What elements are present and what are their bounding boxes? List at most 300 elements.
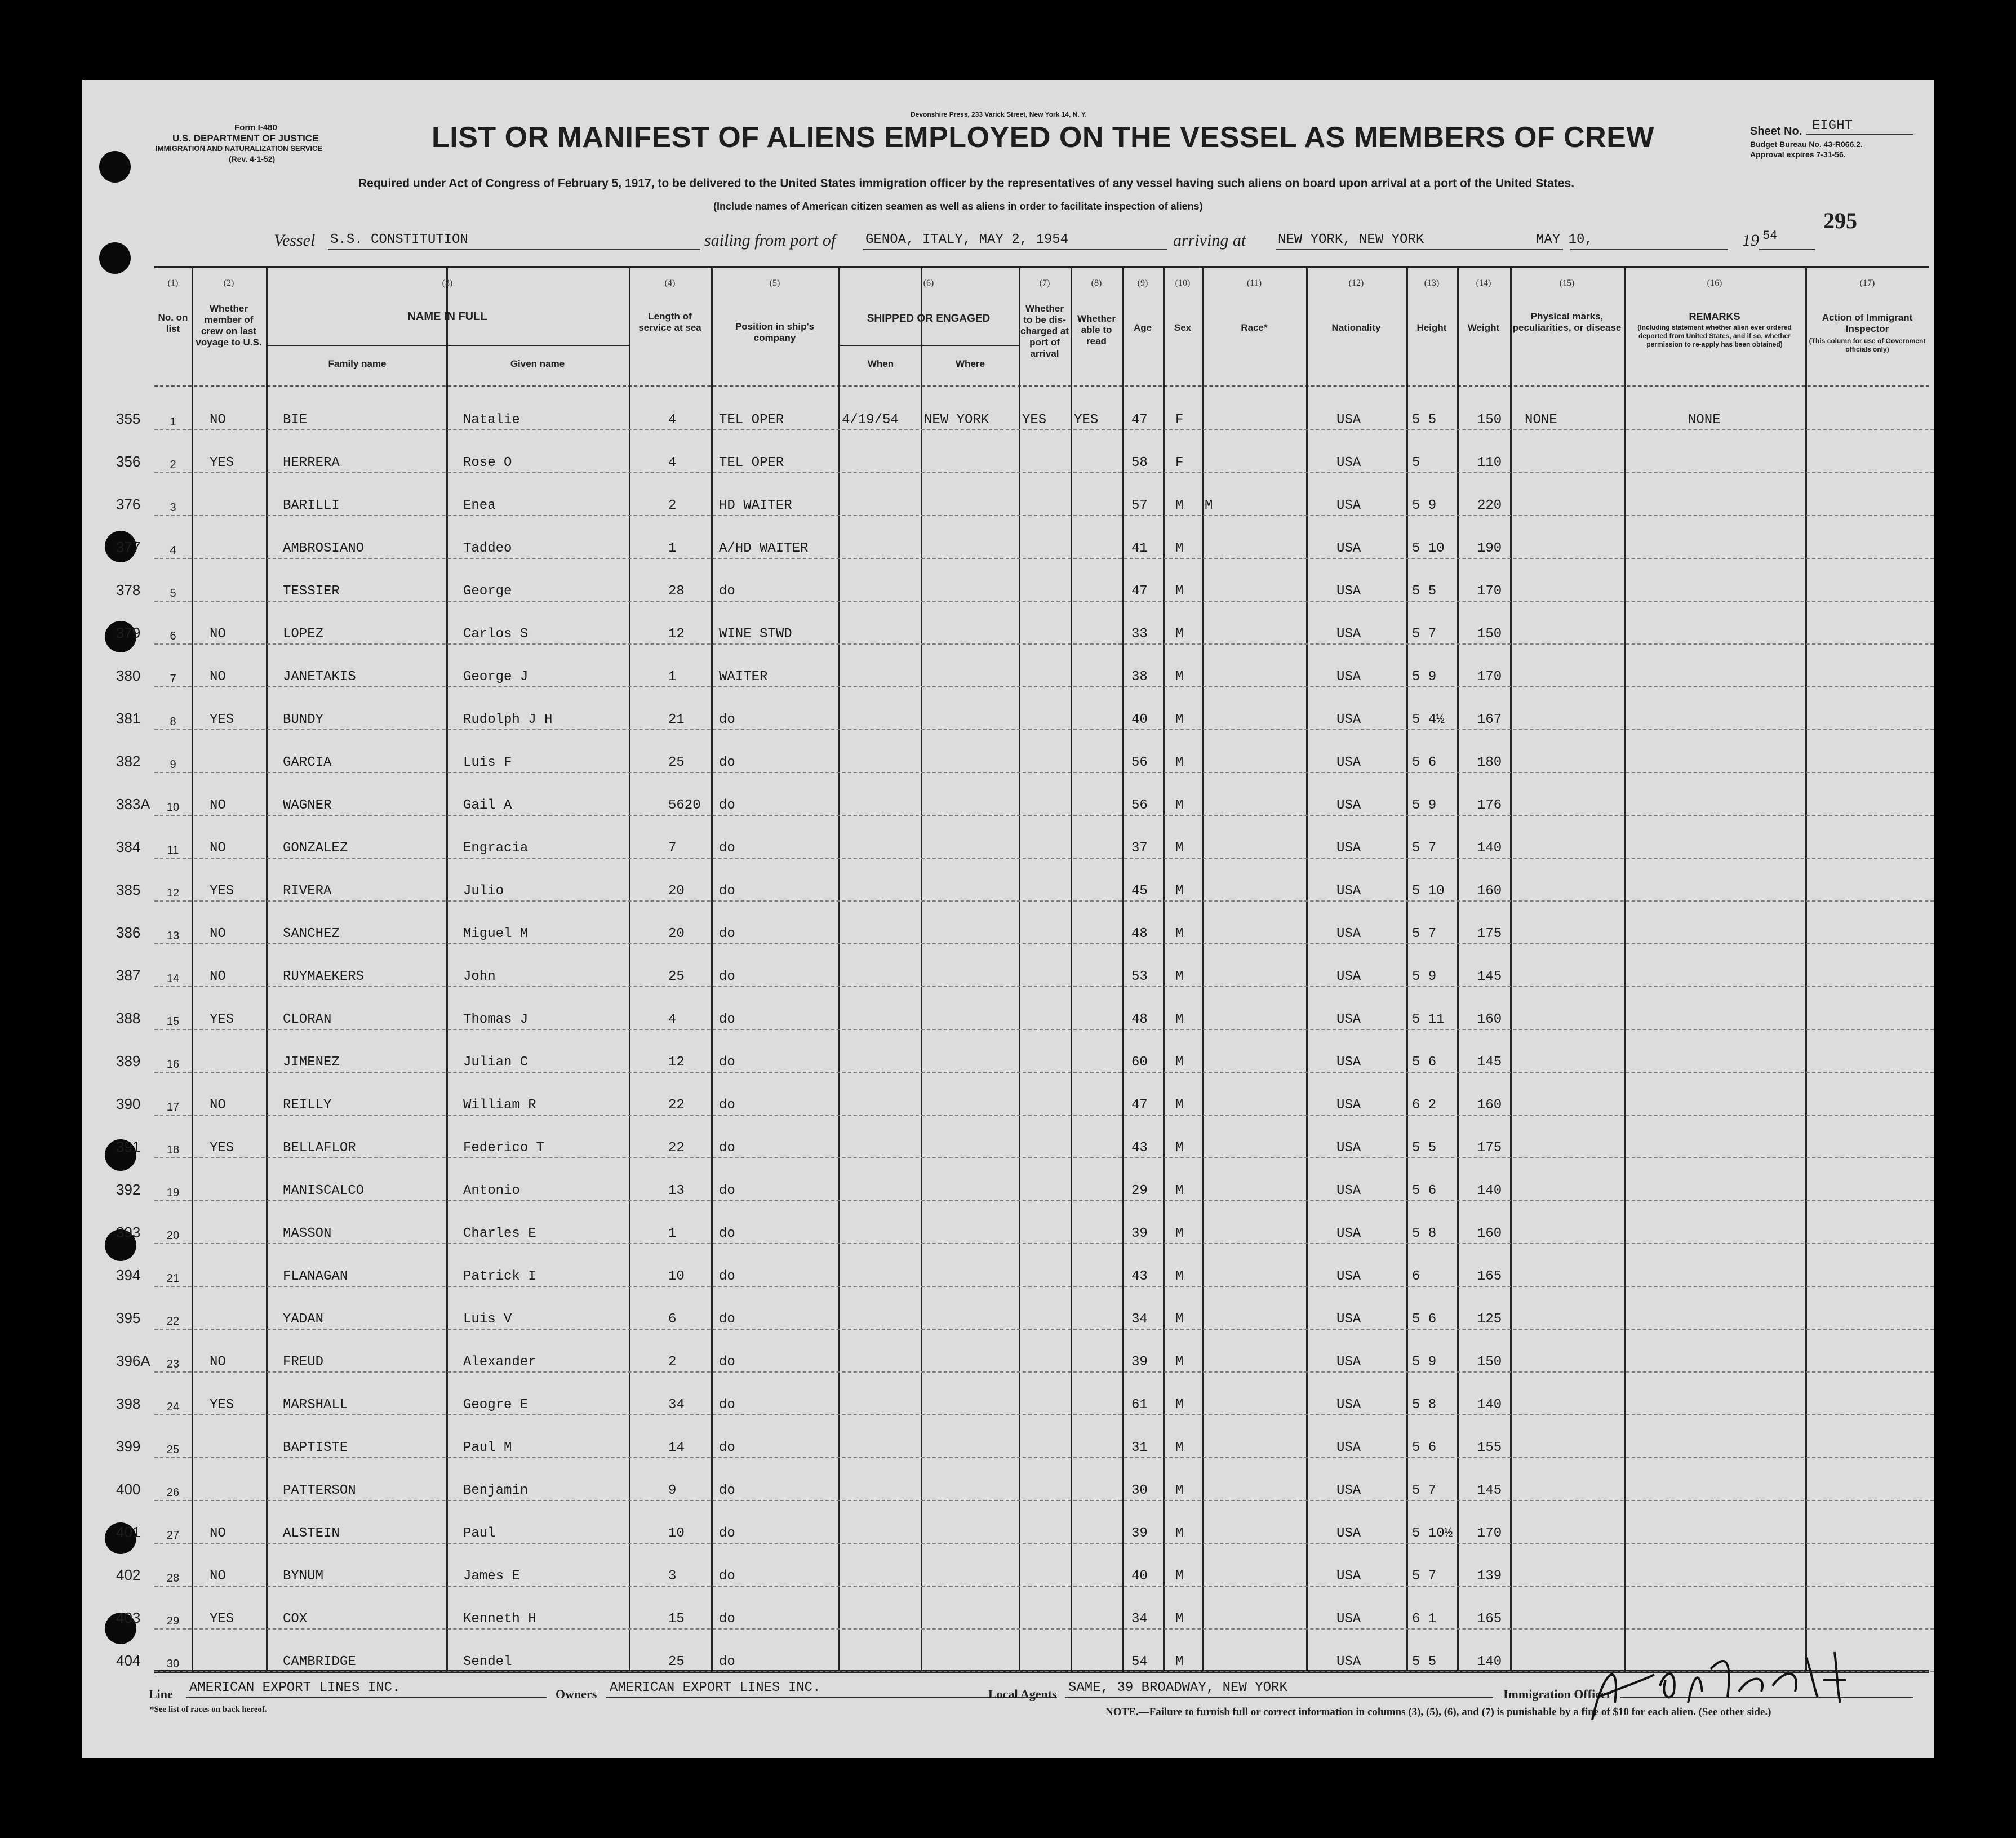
given-name: Luis V (463, 1312, 512, 1327)
given-name: John (463, 969, 496, 984)
table-row (82, 393, 1934, 436)
position: WAITER (719, 669, 768, 685)
age: 54 (1131, 1654, 1148, 1670)
sex: M (1175, 541, 1184, 556)
table-row (82, 1078, 1934, 1121)
nationality: USA (1336, 755, 1361, 770)
height: 6 2 (1412, 1098, 1437, 1113)
nationality: USA (1336, 1526, 1361, 1541)
local-agents: SAME, 39 BROADWAY, NEW YORK (1068, 1680, 1287, 1695)
sex: M (1175, 1440, 1184, 1455)
previous-voyage: YES (210, 455, 234, 470)
sex: M (1175, 1226, 1184, 1241)
col-header-no-on-list: No. on list (158, 312, 188, 334)
nationality: USA (1336, 541, 1361, 556)
col-header-remarks: REMARKS (1689, 311, 1740, 322)
row-divider (154, 943, 1934, 944)
age: 43 (1131, 1140, 1148, 1156)
position: TEL OPER (719, 455, 784, 470)
nationality: USA (1336, 1312, 1361, 1327)
service-length: 4 (668, 455, 677, 470)
table-row (82, 1293, 1934, 1335)
age: 57 (1131, 498, 1148, 513)
original-list-number: 356 (116, 453, 141, 470)
age: 45 (1131, 884, 1148, 899)
given-name: Julian C (463, 1055, 529, 1070)
weight: 167 (1477, 712, 1502, 727)
sex: M (1175, 1055, 1184, 1070)
sex: M (1175, 627, 1184, 642)
sex: M (1175, 1098, 1184, 1113)
row-divider (154, 1072, 1934, 1073)
position: do (719, 1055, 735, 1070)
given-name: Patrick I (463, 1269, 536, 1284)
service-length: 13 (668, 1183, 685, 1198)
original-list-number: 382 (116, 753, 141, 770)
previous-voyage: YES (210, 1611, 234, 1627)
family-name: PATTERSON (283, 1483, 356, 1498)
service-length: 9 (668, 1483, 677, 1498)
family-name: LOPEZ (283, 627, 324, 642)
nationality: USA (1336, 1397, 1361, 1413)
nationality: USA (1336, 455, 1361, 470)
service-length: 2 (668, 1355, 677, 1370)
position: WINE STWD (719, 627, 792, 642)
given-name: Kenneth H (463, 1611, 536, 1627)
list-number: 2 (170, 459, 176, 471)
list-number: 6 (170, 630, 176, 642)
original-list-number: 386 (116, 924, 141, 941)
given-name: Paul M (463, 1440, 512, 1455)
height: 5 7 (1412, 1483, 1437, 1498)
original-list-number: 355 (116, 410, 141, 427)
position: do (719, 1183, 735, 1198)
weight: 176 (1477, 798, 1502, 813)
previous-voyage: NO (210, 1355, 226, 1370)
nationality: USA (1336, 669, 1361, 685)
previous-voyage: YES (210, 1012, 234, 1027)
position: do (719, 1355, 735, 1370)
family-name: MASSON (283, 1226, 332, 1241)
family-name: MANISCALCO (283, 1183, 365, 1198)
list-number: 30 (166, 1658, 180, 1670)
sex: M (1175, 669, 1184, 685)
age: 39 (1131, 1226, 1148, 1241)
list-number: 18 (166, 1144, 180, 1156)
col-header-read: Whether able to read (1077, 313, 1116, 347)
position: do (719, 841, 735, 856)
height: 5 5 (1412, 1140, 1437, 1156)
col-num: (5) (769, 278, 780, 288)
budget-bureau: Budget Bureau No. 43-R066.2. (1750, 140, 1863, 149)
nationality: USA (1336, 498, 1361, 513)
arriving-label: arriving at (1173, 231, 1246, 250)
service-length: 21 (668, 712, 685, 727)
nationality: USA (1336, 412, 1361, 428)
family-name: BAPTISTE (283, 1440, 348, 1455)
service-length: 15 (668, 1611, 685, 1627)
able-to-read: YES (1074, 412, 1099, 428)
original-list-number: 390 (116, 1095, 141, 1112)
nationality: USA (1336, 1140, 1361, 1156)
punch-hole (99, 151, 131, 183)
sex: F (1175, 412, 1184, 428)
printer-line: Devonshire Press, 233 Varick Street, New York 14, N. Y. (911, 110, 1087, 118)
age: 34 (1131, 1611, 1148, 1627)
service-length: 12 (668, 627, 685, 642)
row-divider (154, 686, 1934, 687)
col-header-height: Height (1416, 322, 1447, 333)
nationality: USA (1336, 841, 1361, 856)
table-row (82, 1121, 1934, 1164)
col-header-prev-voyage: Whether member of crew on last voyage to U.S. (196, 303, 262, 348)
weight: 140 (1477, 1654, 1502, 1670)
row-divider (154, 1371, 1934, 1373)
list-number: 23 (166, 1358, 180, 1370)
age: 61 (1131, 1397, 1148, 1413)
row-divider (154, 815, 1934, 816)
height: 5 8 (1412, 1397, 1437, 1413)
table-row (82, 693, 1934, 736)
year-suffix: 54 (1762, 229, 1778, 243)
list-number: 8 (170, 716, 176, 728)
position: do (719, 1654, 735, 1670)
sex: M (1175, 884, 1184, 899)
list-number: 16 (166, 1058, 180, 1071)
original-list-number: 398 (116, 1395, 141, 1412)
sex: M (1175, 1355, 1184, 1370)
height: 5 4½ (1412, 712, 1445, 727)
nationality: USA (1336, 1098, 1361, 1113)
age: 53 (1131, 969, 1148, 984)
col-header-given: Given name (510, 358, 565, 369)
given-name: Charles E (463, 1226, 536, 1241)
service-length: 22 (668, 1098, 685, 1113)
age: 39 (1131, 1355, 1148, 1370)
age: 48 (1131, 1012, 1148, 1027)
sex: M (1175, 798, 1184, 813)
row-divider (154, 643, 1934, 645)
previous-voyage: NO (210, 412, 226, 428)
service-length: 28 (668, 584, 685, 599)
col-num: (9) (1137, 278, 1148, 288)
age: 47 (1131, 412, 1148, 428)
list-number: 3 (170, 501, 176, 514)
original-list-number: 401 (116, 1524, 141, 1540)
family-name: COX (283, 1611, 308, 1627)
col-header-remarks-note: (Including statement whether alien ever ordered deported from United States, and if so, whether permission to re-apply has been obtained) (1637, 323, 1792, 348)
family-name: BUNDY (283, 712, 324, 727)
owners-name: AMERICAN EXPORT LINES INC. (610, 1680, 821, 1695)
nationality: USA (1336, 1226, 1361, 1241)
height: 5 6 (1412, 1183, 1437, 1198)
given-name: Carlos S (463, 627, 529, 642)
col-num: (7) (1039, 278, 1050, 288)
weight: 165 (1477, 1269, 1502, 1284)
height: 5 9 (1412, 969, 1437, 984)
weight: 125 (1477, 1312, 1502, 1327)
service-length: 22 (668, 1140, 685, 1156)
nationality: USA (1336, 1055, 1361, 1070)
previous-voyage: NO (210, 669, 226, 685)
position: do (719, 712, 735, 727)
col-num: (15) (1559, 278, 1575, 288)
list-number: 24 (166, 1401, 180, 1413)
arrival-date: MAY 10, (1536, 232, 1593, 247)
weight: 145 (1477, 969, 1502, 984)
table-row (82, 1335, 1934, 1378)
col-num: (3) (442, 278, 453, 288)
sailing-port: GENOA, ITALY, MAY 2, 1954 (865, 232, 1069, 247)
original-list-number: 399 (116, 1438, 141, 1455)
col-num: (13) (1424, 278, 1440, 288)
col-header-family: Family name (328, 358, 387, 369)
original-list-number: 380 (116, 667, 141, 684)
age: 40 (1131, 712, 1148, 727)
row-divider (154, 1628, 1934, 1630)
family-name: ALSTEIN (283, 1526, 340, 1541)
age: 56 (1131, 755, 1148, 770)
family-name: GONZALEZ (283, 841, 348, 856)
given-name: Engracia (463, 841, 529, 856)
family-name: BELLAFLOR (283, 1140, 356, 1156)
given-name: George (463, 584, 512, 599)
service-length: 1 (668, 1226, 677, 1241)
previous-voyage: NO (210, 798, 226, 813)
original-list-number: 393 (116, 1224, 141, 1241)
previous-voyage: NO (210, 1526, 226, 1541)
family-name: GARCIA (283, 755, 332, 770)
age: 34 (1131, 1312, 1148, 1327)
row-divider (154, 1029, 1934, 1030)
weight: 150 (1477, 1355, 1502, 1370)
list-number: 10 (166, 801, 180, 814)
weight: 190 (1477, 541, 1502, 556)
service-length: 4 (668, 412, 677, 428)
service-length: 5620 (668, 798, 701, 813)
list-number: 12 (166, 887, 180, 899)
given-name: Natalie (463, 412, 520, 428)
given-name: Julio (463, 884, 504, 899)
col-header-nationality: Nationality (1331, 322, 1381, 333)
family-name: AMBROSIANO (283, 541, 365, 556)
given-name: Federico T (463, 1140, 545, 1156)
family-name: JANETAKIS (283, 669, 356, 685)
position: do (719, 755, 735, 770)
weight: 140 (1477, 1183, 1502, 1198)
approval-expiry: Approval expires 7-31-56. (1750, 150, 1846, 159)
row-divider (154, 986, 1934, 987)
given-name: Taddeo (463, 541, 512, 556)
race: M (1205, 498, 1213, 513)
height: 5 9 (1412, 498, 1437, 513)
age: 58 (1131, 455, 1148, 470)
age: 31 (1131, 1440, 1148, 1455)
list-number: 20 (166, 1229, 180, 1242)
subnote: (Include names of American citizen seamen as well as aliens in order to facilitate inspection of aliens) (713, 201, 1203, 212)
nationality: USA (1336, 1483, 1361, 1498)
nationality: USA (1336, 1183, 1361, 1198)
service-length: 10 (668, 1269, 685, 1284)
height: 5 7 (1412, 841, 1437, 856)
position: do (719, 1440, 735, 1455)
nationality: USA (1336, 712, 1361, 727)
weight: 220 (1477, 498, 1502, 513)
service-length: 12 (668, 1055, 685, 1070)
col-header-inspector-note: (This column for use of Government officials only) (1809, 337, 1926, 353)
row-divider (154, 1457, 1934, 1458)
form-revision: (Rev. 4-1-52) (229, 154, 276, 163)
col-num: (2) (223, 278, 234, 288)
sex: M (1175, 969, 1184, 984)
position: do (719, 798, 735, 813)
col-num: (11) (1246, 278, 1262, 288)
table-row (82, 1550, 1934, 1592)
height: 5 6 (1412, 1312, 1437, 1327)
table-row (82, 1207, 1934, 1250)
previous-voyage: NO (210, 841, 226, 856)
sheet-label: Sheet No. (1750, 125, 1802, 137)
original-list-number: 394 (116, 1267, 141, 1284)
service-length: 3 (668, 1569, 677, 1584)
position: do (719, 1611, 735, 1627)
nationality: USA (1336, 1012, 1361, 1027)
position: TEL OPER (719, 412, 784, 428)
age: 30 (1131, 1483, 1148, 1498)
given-name: Geogre E (463, 1397, 529, 1413)
line-label: Line (149, 1687, 173, 1701)
age: 38 (1131, 669, 1148, 685)
row-divider (154, 429, 1934, 430)
list-number: 29 (166, 1615, 180, 1627)
officer-label: Immigration Officer (1503, 1687, 1612, 1701)
nationality: USA (1336, 969, 1361, 984)
service-length: 2 (668, 498, 677, 513)
officer-signature (1581, 1635, 1919, 1737)
family-name: RUYMAEKERS (283, 969, 365, 984)
height: 5 6 (1412, 1055, 1437, 1070)
col-num: (1) (167, 278, 179, 288)
row-divider (154, 1500, 1934, 1501)
table-row (82, 565, 1934, 607)
table-row (82, 1036, 1934, 1078)
previous-voyage: NO (210, 627, 226, 642)
col-num: (16) (1707, 278, 1722, 288)
sex: M (1175, 1140, 1184, 1156)
original-list-number: 403 (116, 1609, 141, 1626)
family-name: BIE (283, 412, 308, 428)
punch-hole (99, 242, 131, 274)
list-number: 25 (166, 1444, 180, 1456)
age: 47 (1131, 1098, 1148, 1113)
weight: 160 (1477, 884, 1502, 899)
line-name: AMERICAN EXPORT LINES INC. (189, 1680, 401, 1695)
given-name: Rudolph J H (463, 712, 553, 727)
list-number: 21 (166, 1272, 180, 1285)
weight: 170 (1477, 1526, 1502, 1541)
col-num: (17) (1859, 278, 1875, 288)
weight: 139 (1477, 1569, 1502, 1584)
table-row (82, 993, 1934, 1036)
col-header-discharged: Whether to be dis-charged at port of arrival (1020, 303, 1069, 359)
previous-voyage: YES (210, 1397, 234, 1413)
sex: M (1175, 1269, 1184, 1284)
weight: 170 (1477, 584, 1502, 599)
age: 40 (1131, 1569, 1148, 1584)
row-divider (154, 558, 1934, 559)
col-header-weight: Weight (1467, 322, 1500, 333)
age: 47 (1131, 584, 1148, 599)
height: 5 5 (1412, 412, 1437, 428)
sex: M (1175, 1483, 1184, 1498)
table-row (82, 522, 1934, 565)
previous-voyage: YES (210, 1140, 234, 1156)
physical-marks: NONE (1525, 412, 1557, 428)
col-num: (14) (1476, 278, 1491, 288)
discharged: YES (1022, 412, 1047, 428)
sex: M (1175, 1012, 1184, 1027)
row-divider (154, 515, 1934, 516)
family-name: BYNUM (283, 1569, 324, 1584)
position: do (719, 1312, 735, 1327)
table-row (82, 779, 1934, 822)
position: do (719, 1140, 735, 1156)
col-num: (10) (1175, 278, 1191, 288)
nationality: USA (1336, 926, 1361, 942)
table-row (82, 650, 1934, 693)
weight: 180 (1477, 755, 1502, 770)
table-row (82, 1592, 1934, 1635)
list-number: 13 (166, 930, 180, 942)
original-list-number: 385 (116, 881, 141, 898)
given-name: Antonio (463, 1183, 520, 1198)
height: 5 9 (1412, 798, 1437, 813)
weight: 150 (1477, 412, 1502, 428)
remarks: NONE (1688, 412, 1721, 428)
age: 37 (1131, 841, 1148, 856)
col-num: (6) (923, 278, 934, 288)
position: do (719, 1226, 735, 1241)
service-length: 4 (668, 1012, 677, 1027)
row-divider (154, 601, 1934, 602)
original-list-number: 391 (116, 1138, 141, 1155)
previous-voyage: NO (210, 969, 226, 984)
table-row (82, 1378, 1934, 1421)
row-divider (154, 1200, 1934, 1201)
age: 48 (1131, 926, 1148, 942)
family-name: RIVERA (283, 884, 332, 899)
given-name: George J (463, 669, 529, 685)
family-name: FREUD (283, 1355, 324, 1370)
nationality: USA (1336, 884, 1361, 899)
list-number: 7 (170, 673, 176, 685)
original-list-number: 396A (116, 1352, 150, 1369)
col-header-position: Position in ship's company (735, 321, 815, 343)
list-number: 11 (167, 844, 179, 856)
original-list-number: 379 (116, 624, 141, 641)
weight: 145 (1477, 1055, 1502, 1070)
previous-voyage: YES (210, 712, 234, 727)
height: 5 10½ (1412, 1526, 1453, 1541)
year-prefix: 19 (1742, 231, 1759, 250)
sailing-label: sailing from port of (704, 231, 836, 250)
original-list-number: 404 (116, 1652, 141, 1669)
list-number: 15 (166, 1015, 180, 1028)
weight: 110 (1477, 455, 1502, 470)
original-list-number: 384 (116, 838, 141, 855)
col-header-when: When (867, 358, 894, 369)
row-divider (154, 1286, 1934, 1287)
